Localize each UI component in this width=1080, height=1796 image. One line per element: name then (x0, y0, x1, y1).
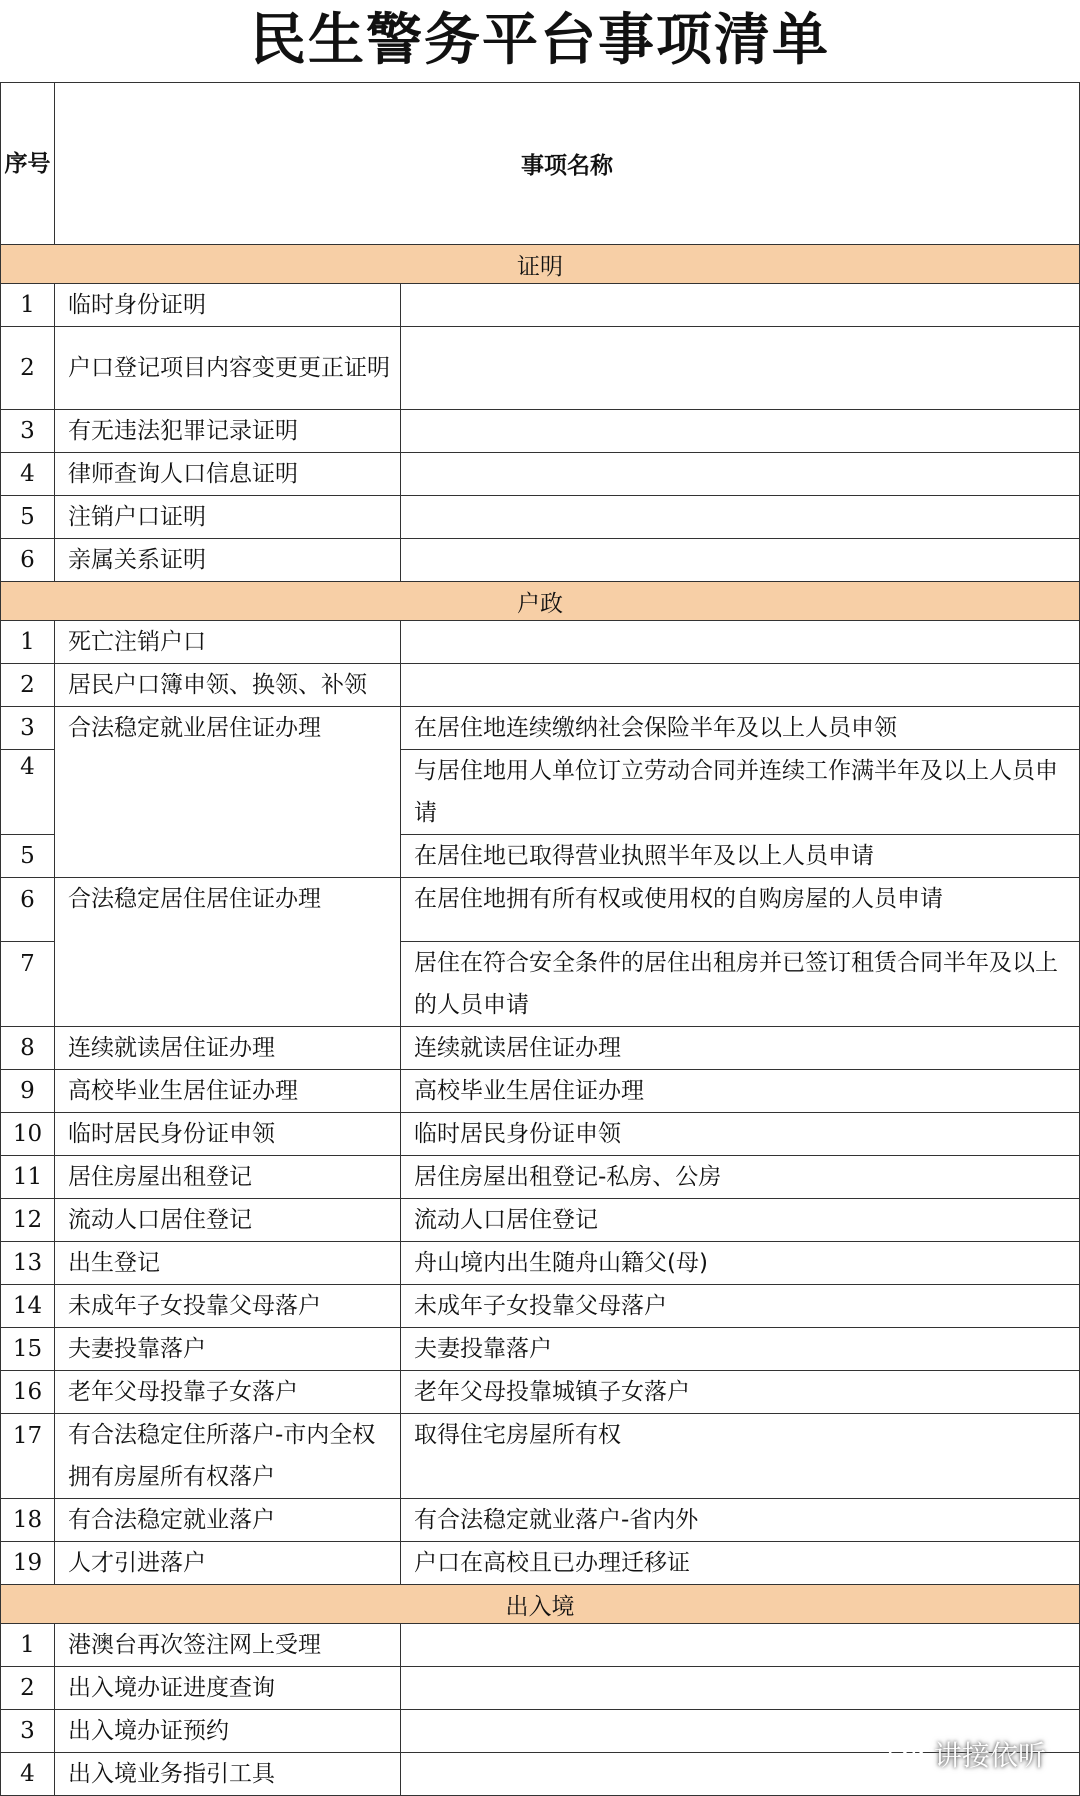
row-name: 合法稳定居住居住证办理 (55, 878, 401, 1027)
row-name: 有无违法犯罪记录证明 (55, 410, 401, 453)
row-desc: 户口在高校且已办理迁移证 (401, 1542, 1080, 1585)
row-desc: 在居住地连续缴纳社会保险半年及以上人员申领 (401, 707, 1080, 750)
table-row (1, 410, 1080, 453)
row-no: 10 (1, 1113, 55, 1156)
row-name: 律师查询人口信息证明 (55, 453, 401, 496)
row-name: 夫妻投靠落户 (55, 1328, 401, 1371)
table-row (1, 1542, 1080, 1585)
row-no: 11 (1, 1156, 55, 1199)
table-row (1, 327, 1080, 410)
row-name: 人才引进落户 (55, 1542, 401, 1585)
row-desc (401, 621, 1080, 664)
row-desc: 居住房屋出租登记-私房、公房 (401, 1156, 1080, 1199)
row-no: 5 (1, 496, 55, 539)
table-row (1, 284, 1080, 327)
table-row (1, 1156, 1080, 1199)
row-desc: 与居住地用人单位订立劳动合同并连续工作满半年及以上人员申请 (401, 750, 1080, 835)
row-desc: 居住在符合安全条件的居住出租房并已签订租赁合同半年及以上的人员申请 (401, 942, 1080, 1027)
row-no: 4 (1, 1753, 55, 1796)
row-no: 3 (1, 707, 55, 750)
row-name: 流动人口居住登记 (55, 1199, 401, 1242)
row-name: 合法稳定就业居住证办理 (55, 707, 401, 878)
row-name: 有合法稳定住所落户-市内全权拥有房屋所有权落户 (55, 1414, 401, 1499)
row-desc: 高校毕业生居住证办理 (401, 1070, 1080, 1113)
table-row (1, 707, 1080, 750)
row-no: 3 (1, 410, 55, 453)
table-row (1, 1371, 1080, 1414)
table-row (1, 496, 1080, 539)
row-no: 13 (1, 1242, 55, 1285)
row-no: 2 (1, 664, 55, 707)
section-title: 出入境 (1, 1585, 1080, 1624)
table-row (1, 1328, 1080, 1371)
row-name: 亲属关系证明 (55, 539, 401, 582)
row-name: 居民户口簿申领、换领、补领 (55, 664, 401, 707)
row-no: 6 (1, 539, 55, 582)
row-name: 注销户口证明 (55, 496, 401, 539)
row-desc: 夫妻投靠落户 (401, 1328, 1080, 1371)
row-no: 3 (1, 1710, 55, 1753)
row-no: 4 (1, 453, 55, 496)
table-row (1, 1285, 1080, 1328)
row-name: 有合法稳定就业落户 (55, 1499, 401, 1542)
table-row (1, 1242, 1080, 1285)
row-desc: 在居住地已取得营业执照半年及以上人员申请 (401, 835, 1080, 878)
row-desc (401, 664, 1080, 707)
row-no: 14 (1, 1285, 55, 1328)
row-name: 户口登记项目内容变更更正证明 (55, 327, 401, 410)
watermark-text: 讲接依听 (933, 1739, 1046, 1772)
row-no: 19 (1, 1542, 55, 1585)
table-row (1, 1499, 1080, 1542)
table-row (1, 878, 1080, 942)
row-desc (401, 327, 1080, 410)
row-desc (401, 496, 1080, 539)
row-no: 2 (1, 327, 55, 410)
row-desc: 在居住地拥有所有权或使用权的自购房屋的人员申请 (401, 878, 1080, 942)
row-desc (401, 410, 1080, 453)
row-no: 16 (1, 1371, 55, 1414)
table-row (1, 1199, 1080, 1242)
table-row (1, 1667, 1080, 1710)
table-row (1, 1414, 1080, 1499)
row-no: 9 (1, 1070, 55, 1113)
row-name: 临时居民身份证申领 (55, 1113, 401, 1156)
table-row (1, 621, 1080, 664)
row-no: 1 (1, 621, 55, 664)
row-desc: 连续就读居住证办理 (401, 1027, 1080, 1070)
row-name: 出入境办证进度查询 (55, 1667, 401, 1710)
row-desc: 老年父母投靠城镇子女落户 (401, 1371, 1080, 1414)
row-no: 8 (1, 1027, 55, 1070)
row-desc: 未成年子女投靠父母落户 (401, 1285, 1080, 1328)
column-header-name: 事项名称 (55, 83, 1080, 245)
section-row-huzheng (1, 582, 1080, 621)
items-table (0, 82, 1080, 1796)
row-name: 出生登记 (55, 1242, 401, 1285)
table-row (1, 1027, 1080, 1070)
row-no: 7 (1, 942, 55, 1027)
table-row (1, 453, 1080, 496)
row-no: 2 (1, 1667, 55, 1710)
table-row (1, 1070, 1080, 1113)
row-no: 4 (1, 750, 55, 835)
row-name: 港澳台再次签注网上受理 (55, 1624, 401, 1667)
section-row-churujing (1, 1585, 1080, 1624)
row-desc (401, 1667, 1080, 1710)
row-desc (401, 1624, 1080, 1667)
row-no: 1 (1, 1624, 55, 1667)
row-name: 死亡注销户口 (55, 621, 401, 664)
table-header-row (1, 83, 1080, 245)
page-title: 民生警务平台事项清单 (250, 8, 830, 73)
section-title: 户政 (1, 582, 1080, 621)
table-row (1, 539, 1080, 582)
row-desc (401, 284, 1080, 327)
row-no: 1 (1, 284, 55, 327)
row-no: 6 (1, 878, 55, 942)
row-name: 老年父母投靠子女落户 (55, 1371, 401, 1414)
section-row-cert (1, 245, 1080, 284)
row-name: 连续就读居住证办理 (55, 1027, 401, 1070)
row-name: 高校毕业生居住证办理 (55, 1070, 401, 1113)
row-no: 5 (1, 835, 55, 878)
row-no: 12 (1, 1199, 55, 1242)
table-row (1, 1113, 1080, 1156)
row-desc: 流动人口居住登记 (401, 1199, 1080, 1242)
row-no: 15 (1, 1328, 55, 1371)
row-name: 未成年子女投靠父母落户 (55, 1285, 401, 1328)
row-desc: 临时居民身份证申领 (401, 1113, 1080, 1156)
row-desc: 取得住宅房屋所有权 (401, 1414, 1080, 1499)
row-name: 出入境办证预约 (55, 1710, 401, 1753)
table-row (1, 1624, 1080, 1667)
section-title: 证明 (1, 245, 1080, 284)
row-name: 临时身份证明 (55, 284, 401, 327)
row-name: 出入境业务指引工具 (55, 1753, 401, 1796)
row-desc (401, 539, 1080, 582)
watermark (888, 1734, 1046, 1774)
row-desc: 舟山境内出生随舟山籍父(母) (401, 1242, 1080, 1285)
row-desc: 有合法稳定就业落户-省内外 (401, 1499, 1080, 1542)
row-no: 18 (1, 1499, 55, 1542)
row-desc (401, 453, 1080, 496)
table-row (1, 664, 1080, 707)
wechat-icon (888, 1739, 926, 1769)
column-header-no: 序号 (1, 83, 55, 245)
row-no: 17 (1, 1414, 55, 1499)
row-name: 居住房屋出租登记 (55, 1156, 401, 1199)
